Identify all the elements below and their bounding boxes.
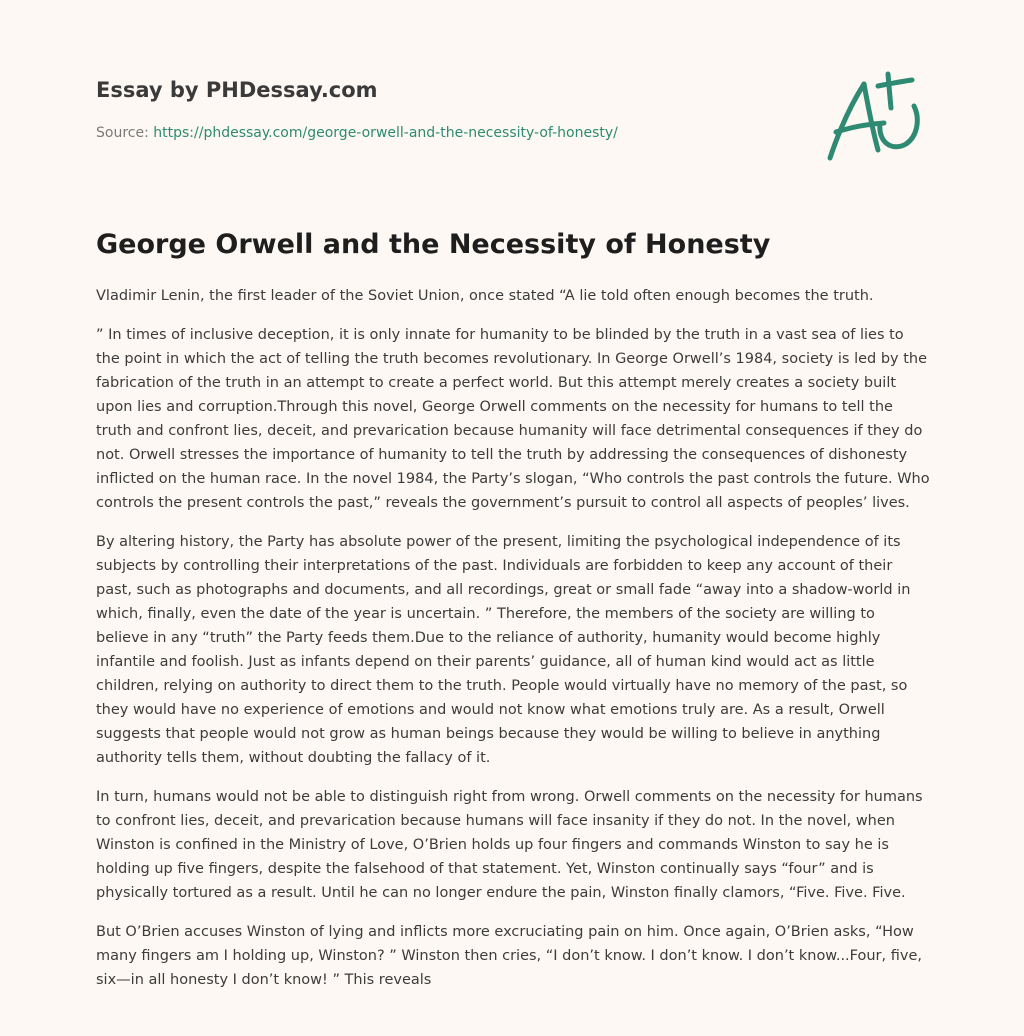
essay-paragraph: By altering history, the Party has absolute power of the present, limiting the psychological independence of its subjects by controlling their interpretations of the past. Individuals are forbidden to keep any account of their past, such as photographs and documents, and all recordings, great or small fade “away into a shadow-world in which, finally, even the date of the year is uncertain. ” Therefore, the members of the society are willing to believe in any “truth” the Party feeds them.Due to the reliance of authority, humanity would become highly infantile and foolish. Just as infants depend on their parents’ guidance, all of human kind would act as little children, relying on authority to direct them to the truth. People would virtually have no memory of the past, so they would have no experience of emotions and would not know what emotions truly are. As a result, Orwell suggests that people would not grow as human beings because they would be willing to believe in anything authority tells them, without doubting the fallacy of it.	[96, 534, 911, 766]
essay-body	[96, 226, 932, 1007]
essay-paragraphs	[96, 284, 932, 992]
essay-paragraph: In turn, humans would not be able to distinguish right from wrong. Orwell comments on the necessity for humans to confront lies, deceit, and prevarication because humans will face insanity if they do not. In the novel, when Winston is confined in the Ministry of Love, O’Brien holds up four fingers and commands Winston to say he is holding up five fingers, despite the falsehood of that statement. Yet, Winston continually says “four” and is physically tortured as a result. Until he can no longer endure the pain, Winston finally clamors, “Five. Five. Five.	[96, 789, 923, 901]
essay-paragraph: Vladimir Lenin, the first leader of the Soviet Union, once stated “A lie told often enough becomes the truth.	[96, 288, 874, 304]
source-link[interactable]: https://phdessay.com/george-orwell-and-the-necessity-of-honesty/	[153, 125, 618, 141]
essay-title: George Orwell and the Necessity of Honesty	[96, 229, 771, 260]
source-label: Source:	[96, 125, 154, 141]
source-line	[96, 123, 796, 143]
site-brand: Essay by PHDessay.com	[96, 78, 378, 102]
essay-paragraph: But O’Brien accuses Winston of lying and inflicts more excruciating pain on him. Once again, O’Brien asks, “How many fingers am I holding up, Winston? ” Winston then cries, “I don’t know. I don’t know. I don’t know...Four, five, six—in all honesty I don’t know! ” This reveals	[96, 924, 922, 988]
essay-paragraph: ” In times of inclusive deception, it is only innate for humanity to be blinded by the truth in a vast sea of lies to the point in which the act of telling the truth becomes revolutionary. In George Orwell’s 1984, society is led by the fabrication of the truth in an attempt to create a perfect world. But this attempt merely creates a society built upon lies and corruption.Through this novel, George Orwell comments on the necessity for humans to tell the truth and confront lies, deceit, and prevarication because humanity will face detrimental consequences if they do not. Orwell stresses the importance of humanity to tell the truth by addressing the consequences of dishonesty inflicted on the human race. In the novel 1984, the Party’s slogan, “Who controls the past controls the future. Who controls the present controls the past,” reveals the government’s pursuit to control all aspects of peoples’ lives.	[96, 327, 930, 511]
page-header	[96, 76, 796, 143]
a-plus-grade-logo-icon	[822, 66, 932, 166]
